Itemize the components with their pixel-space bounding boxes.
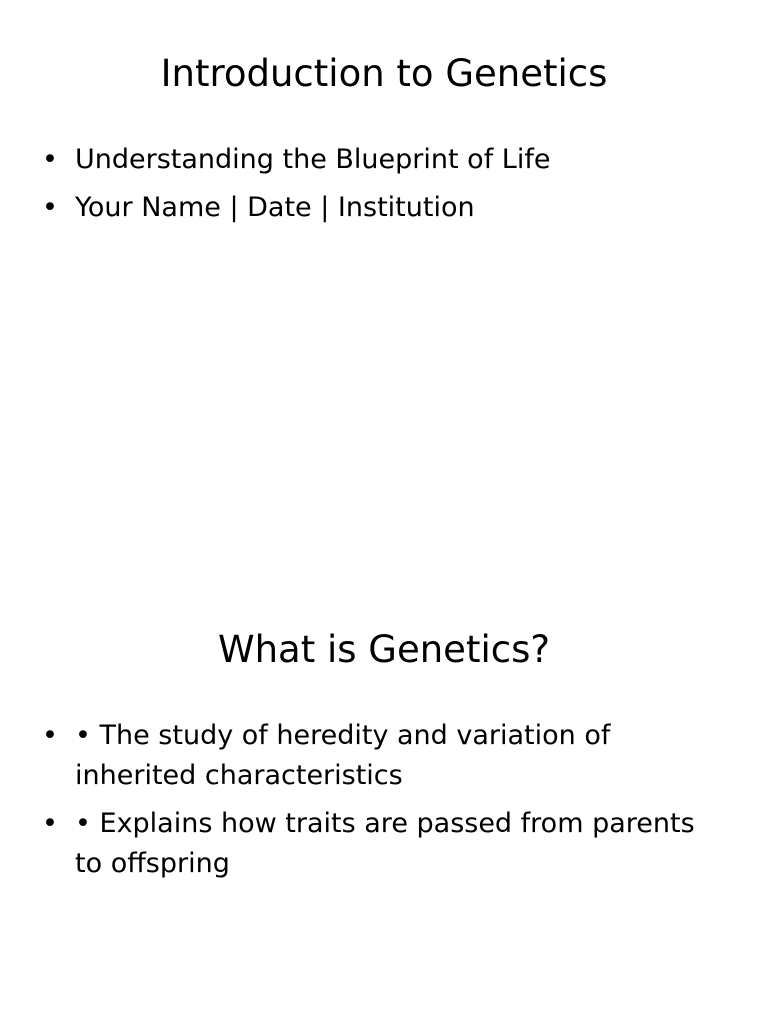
bullet-item [42,140,728,180]
bullet-list [42,716,728,892]
slide-title: Introduction to Genetics [160,52,608,95]
bullet-text: • The study of heredity and variation of inherited characteristics [75,720,611,791]
bullet-marker: • [42,144,58,175]
slide-what-is-genetics [0,512,768,1024]
bullet-marker: • [42,720,58,751]
bullet-text: Understanding the Blueprint of Life [75,144,551,175]
bullet-list [42,140,728,236]
bullet-marker: • [42,808,58,839]
slide-title: What is Genetics? [218,628,550,671]
bullet-item [42,716,728,796]
bullet-text: • Explains how traits are passed from parents to offspring [75,808,695,879]
bullet-item [42,804,728,884]
bullet-marker: • [42,192,58,223]
bullet-text: Your Name | Date | Institution [75,192,475,223]
bullet-item [42,188,728,228]
